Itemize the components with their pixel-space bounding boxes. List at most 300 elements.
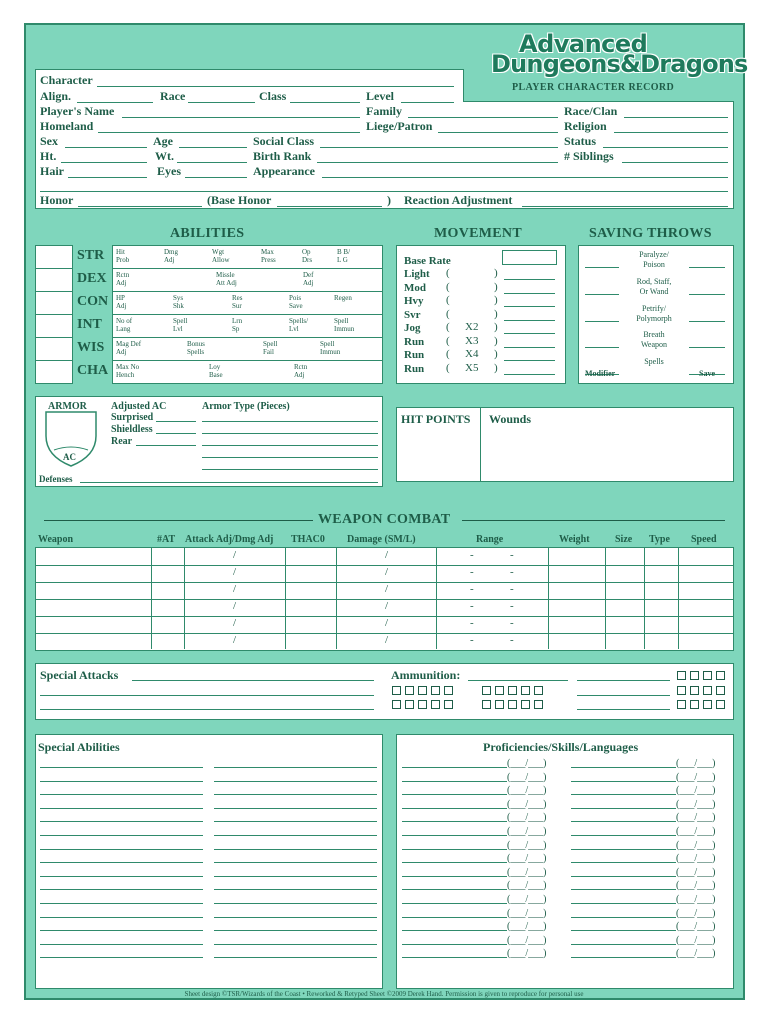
ability-sub-label: Wgt [212, 248, 225, 256]
ability-sub-label: Sp [232, 325, 240, 333]
ability-sub-label: Adj [116, 279, 127, 287]
weapon-col-3: THAC0 [291, 534, 325, 545]
armor-type-line-5[interactable] [202, 469, 378, 470]
movement-rate-field[interactable] [504, 333, 555, 334]
saving-throws-title: SAVING THROWS [589, 226, 712, 241]
movement-light-label: Light [404, 268, 430, 280]
special-ability-line[interactable] [214, 821, 377, 822]
ability-sub-label: Prob [116, 256, 130, 264]
players-name-label: Player's Name [40, 104, 115, 118]
special-ability-line[interactable] [40, 930, 203, 931]
special-attacks-line-3[interactable] [40, 709, 374, 710]
special-ability-line[interactable] [214, 930, 377, 931]
ability-sub-label: Sur [232, 302, 242, 310]
ammo-checkbox[interactable] [703, 671, 712, 680]
movement-rate-field[interactable] [504, 279, 555, 280]
special-ability-line[interactable] [214, 767, 377, 768]
ammo-checkbox[interactable] [534, 686, 543, 695]
save-label-line1: Paralyze/ [639, 250, 669, 259]
proficiency-name-line[interactable] [571, 930, 676, 931]
ability-modifiers-table [112, 245, 383, 384]
base-honor-close: ) [387, 193, 391, 207]
appearance-label: Appearance [253, 164, 315, 178]
weapon-col-5: Range [476, 534, 504, 545]
special-ability-line[interactable] [40, 781, 203, 782]
ability-sub-label: Allow [212, 256, 230, 264]
armor-type-label: Armor Type (Pieces) [202, 401, 290, 412]
proficiency-slot[interactable]: (___/___) [676, 866, 716, 878]
logo-subtitle: PLAYER CHARACTER RECORD [512, 82, 675, 93]
age-field[interactable] [179, 147, 247, 148]
ammo-checkbox[interactable] [405, 686, 414, 695]
attack-slash: / [233, 600, 237, 612]
movement-rate-field[interactable] [504, 320, 555, 321]
proficiency-name-line[interactable] [402, 781, 507, 782]
ability-sub-label: B B/ [337, 248, 351, 256]
paren-open: ( [446, 334, 450, 347]
ammo-checkbox[interactable] [690, 671, 699, 680]
proficiency-slot[interactable]: (___/___) [676, 880, 716, 892]
abilities-title: ABILITIES [170, 226, 245, 241]
damage-slash: / [385, 566, 389, 578]
ability-sub-label: Spell [334, 317, 349, 325]
proficiency-slot[interactable]: (___/___) [507, 812, 547, 824]
proficiency-name-line[interactable] [571, 944, 676, 945]
weapon-col-7: Size [615, 534, 633, 545]
proficiency-name-line[interactable] [402, 917, 507, 918]
birth-rank-field[interactable] [317, 162, 558, 163]
ability-sub-label: Rctn [116, 271, 130, 279]
ammunition-field-2[interactable] [577, 680, 670, 681]
special-ability-line[interactable] [40, 862, 203, 863]
paren-close: ) [494, 280, 498, 293]
special-ability-line[interactable] [40, 944, 203, 945]
proficiency-name-line[interactable] [402, 794, 507, 795]
ability-sub-label: Sys [173, 294, 184, 302]
ability-sub-label: Immun [320, 348, 341, 356]
proficiencies-title: Proficiencies/Skills/Languages [483, 740, 639, 754]
ammo-checkbox[interactable] [482, 686, 491, 695]
race-clan-field[interactable] [624, 117, 728, 118]
base-rate-field[interactable] [502, 250, 557, 265]
proficiency-slot[interactable]: (___/___) [676, 771, 716, 783]
adjusted-ac-label: Adjusted AC [111, 401, 167, 412]
special-ability-line[interactable] [214, 903, 377, 904]
ammo-checkbox[interactable] [444, 686, 453, 695]
proficiency-name-line[interactable] [571, 808, 676, 809]
special-ability-line[interactable] [214, 917, 377, 918]
ammo-checkbox[interactable] [508, 700, 517, 709]
movement-rate-field[interactable] [504, 360, 555, 361]
siblings-label: # Siblings [564, 149, 614, 163]
proficiency-slot[interactable]: (___/___) [676, 798, 716, 810]
range-dash: - [470, 583, 474, 595]
proficiency-name-line[interactable] [571, 794, 676, 795]
movement-multiplier: X4 [465, 348, 479, 360]
height-field[interactable] [61, 162, 147, 163]
proficiency-name-line[interactable] [402, 903, 507, 904]
family-field[interactable] [408, 117, 558, 118]
proficiency-name-line[interactable] [402, 849, 507, 850]
race-clan-label: Race/Clan [564, 104, 618, 118]
hit-points-title: HIT POINTS [401, 412, 471, 426]
ammunition-field-3[interactable] [577, 695, 670, 696]
movement-run-label: Run [404, 362, 425, 375]
honor-field[interactable] [78, 206, 202, 207]
ability-score-boxes [35, 245, 73, 384]
armor-type-line-3[interactable] [202, 445, 378, 446]
weapon-col-9: Speed [691, 534, 717, 545]
ac-label: AC [63, 452, 76, 462]
proficiency-name-line[interactable] [402, 862, 507, 863]
special-ability-line[interactable] [214, 849, 377, 850]
ammo-checkbox[interactable] [392, 686, 401, 695]
save-value-field[interactable] [689, 267, 725, 268]
ammo-checkbox[interactable] [716, 671, 725, 680]
ability-sub-label: Press [261, 256, 276, 264]
armor-type-line-2[interactable] [202, 433, 378, 434]
homeland-label: Homeland [40, 119, 94, 133]
base-honor-field[interactable] [277, 206, 382, 207]
ammo-checkbox[interactable] [495, 700, 504, 709]
proficiency-slot[interactable]: (___/___) [507, 853, 547, 865]
ammo-checkbox[interactable] [677, 700, 686, 709]
special-ability-line[interactable] [40, 917, 203, 918]
reaction-adjustment-field[interactable] [522, 206, 728, 207]
save-modifier-field[interactable] [585, 267, 619, 268]
ammo-checkbox[interactable] [703, 686, 712, 695]
range-dash: - [470, 617, 474, 629]
range-dash: - [510, 600, 514, 612]
save-label-line1: Breath [643, 330, 665, 339]
paren-close: ) [494, 307, 498, 320]
ability-str-label: STR [77, 248, 105, 263]
save-label-line1: Spells [644, 357, 664, 366]
race-label: Race [160, 89, 186, 103]
movement-multiplier: X2 [465, 321, 479, 333]
save-label-line2: Poison [643, 260, 665, 269]
ammo-checkbox[interactable] [521, 700, 530, 709]
special-ability-line[interactable] [214, 944, 377, 945]
ability-sub-label: Spell [320, 340, 335, 348]
proficiency-name-line[interactable] [571, 957, 676, 958]
ammo-checkbox[interactable] [418, 686, 427, 695]
movement-rate-field[interactable] [504, 347, 555, 348]
proficiency-name-line[interactable] [402, 930, 507, 931]
ability-sub-label: Save [289, 302, 303, 310]
religion-field[interactable] [614, 132, 728, 133]
proficiency-name-line[interactable] [402, 944, 507, 945]
base-rate-label: Base Rate [404, 255, 451, 267]
ammo-checkbox[interactable] [405, 700, 414, 709]
ammo-checkbox[interactable] [677, 671, 686, 680]
status-field[interactable] [603, 147, 728, 148]
rear-field[interactable] [136, 445, 196, 446]
save-modifier-label: Modifier [585, 369, 616, 378]
proficiency-slot[interactable]: (___/___) [676, 894, 716, 905]
special-ability-line[interactable] [214, 781, 377, 782]
proficiency-name-line[interactable] [571, 889, 676, 890]
proficiency-slot[interactable]: (___/___) [507, 866, 547, 878]
special-ability-line[interactable] [214, 889, 377, 890]
special-ability-line[interactable] [40, 835, 203, 836]
ammo-checkbox[interactable] [482, 700, 491, 709]
movement-title: MOVEMENT [434, 226, 522, 241]
proficiency-name-line[interactable] [402, 808, 507, 809]
attack-slash: / [233, 566, 237, 578]
proficiency-slot[interactable]: (___/___) [676, 826, 716, 837]
special-ability-line[interactable] [214, 957, 377, 958]
special-ability-line[interactable] [40, 767, 203, 768]
paren-open: ( [446, 280, 450, 293]
movement-jog-label: Jog [404, 322, 421, 334]
paren-close: ) [494, 294, 498, 306]
ability-sub-label: Fail [263, 348, 274, 356]
ability-sub-label: Lrn [232, 317, 243, 325]
proficiency-slot[interactable]: (___/___) [507, 934, 547, 946]
paren-open: ( [446, 294, 450, 306]
proficiency-name-line[interactable] [402, 767, 507, 768]
paren-open: ( [446, 361, 450, 374]
proficiency-name-line[interactable] [571, 876, 676, 877]
proficiency-name-line[interactable] [402, 835, 507, 836]
proficiency-name-line[interactable] [571, 781, 676, 782]
sex-field[interactable] [65, 147, 147, 148]
special-ability-line[interactable] [214, 794, 377, 795]
proficiency-slot[interactable]: (___/___) [676, 907, 716, 919]
eyes-field[interactable] [185, 177, 247, 178]
liege-patron-label: Liege/Patron [366, 119, 433, 133]
weapon-col-0: Weapon [38, 534, 74, 545]
proficiency-slot[interactable]: (___/___) [507, 894, 547, 905]
status-label: Status [564, 134, 597, 148]
proficiency-name-line[interactable] [571, 835, 676, 836]
ammo-checkbox[interactable] [444, 700, 453, 709]
rear-label: Rear [111, 436, 133, 447]
special-ability-line[interactable] [40, 849, 203, 850]
shieldless-field[interactable] [156, 433, 196, 434]
proficiency-slot[interactable]: (___/___) [507, 921, 547, 933]
ammo-checkbox[interactable] [508, 686, 517, 695]
ammunition-field-4[interactable] [577, 709, 670, 710]
range-dash: - [470, 600, 474, 612]
ammo-checkbox[interactable] [495, 686, 504, 695]
appearance-field-2[interactable] [40, 191, 728, 192]
proficiency-name-line[interactable] [402, 821, 507, 822]
paren-open: ( [446, 307, 450, 320]
ammo-checkbox[interactable] [521, 686, 530, 695]
proficiency-slot[interactable]: (___/___) [676, 921, 716, 933]
save-value-field[interactable] [689, 347, 725, 348]
proficiency-name-line[interactable] [402, 957, 507, 958]
proficiency-slot[interactable]: (___/___) [507, 826, 547, 837]
proficiency-slot[interactable]: (___/___) [507, 839, 547, 851]
ability-sub-label: Op [302, 248, 311, 256]
special-attacks-title: Special Attacks [40, 668, 119, 682]
ammo-checkbox[interactable] [431, 686, 440, 695]
liege-patron-field[interactable] [438, 132, 558, 133]
proficiency-slot[interactable]: (___/___) [676, 812, 716, 824]
ability-dex-label: DEX [77, 271, 107, 286]
proficiency-name-line[interactable] [402, 876, 507, 877]
weight-field[interactable] [177, 162, 247, 163]
character-info-box [35, 69, 464, 105]
players-name-field[interactable] [122, 117, 360, 118]
ability-con-label: CON [77, 294, 109, 309]
ability-cha-label: CHA [77, 363, 109, 378]
hit-points-divider [480, 408, 481, 481]
save-label-line1: Rod, Staff, [636, 277, 672, 286]
proficiency-slot[interactable]: (___/___) [507, 798, 547, 810]
proficiency-slot[interactable]: (___/___) [676, 758, 716, 769]
level-field[interactable] [401, 102, 454, 103]
special-ability-line[interactable] [40, 821, 203, 822]
ability-sub-label: Pois [289, 294, 302, 302]
movement-run-label: Run [404, 349, 425, 361]
proficiency-name-line[interactable] [402, 889, 507, 890]
siblings-field[interactable] [622, 162, 728, 163]
ammo-checkbox[interactable] [418, 700, 427, 709]
ability-sub-label: Hench [116, 371, 135, 379]
save-modifier-field[interactable] [585, 347, 619, 348]
proficiency-slot[interactable]: (___/___) [676, 785, 716, 797]
special-attacks-line-2[interactable] [40, 695, 374, 696]
ammo-checkbox[interactable] [534, 700, 543, 709]
proficiency-slot[interactable]: (___/___) [676, 948, 716, 960]
ammo-checkbox[interactable] [392, 700, 401, 709]
ammo-checkbox[interactable] [431, 700, 440, 709]
proficiency-slot[interactable]: (___/___) [507, 785, 547, 797]
proficiency-slot[interactable]: (___/___) [676, 839, 716, 851]
proficiency-slot[interactable]: (___/___) [507, 771, 547, 783]
attack-slash: / [233, 583, 237, 595]
proficiency-slot[interactable]: (___/___) [507, 948, 547, 960]
range-dash: - [470, 634, 474, 646]
weapon-combat-title: WEAPON COMBAT [318, 512, 451, 527]
special-ability-line[interactable] [214, 862, 377, 863]
special-ability-line[interactable] [40, 808, 203, 809]
defenses-field[interactable] [80, 482, 378, 483]
save-value-field[interactable] [689, 294, 725, 295]
ability-sub-label: Base [209, 371, 223, 379]
ability-sub-label: Mag Def [116, 340, 142, 348]
movement-mod-label: Mod [404, 281, 426, 294]
proficiency-name-line[interactable] [571, 862, 676, 863]
paren-open: ( [446, 267, 450, 279]
armor-type-line-4[interactable] [202, 457, 378, 458]
character-field[interactable] [97, 86, 454, 87]
weapon-col-4: Damage (SM/L) [347, 534, 416, 545]
movement-run-label: Run [404, 335, 425, 348]
ammunition-field[interactable] [468, 680, 568, 681]
special-ability-line[interactable] [214, 808, 377, 809]
save-modifier-field[interactable] [585, 294, 619, 295]
ammo-checkbox[interactable] [690, 686, 699, 695]
ability-sub-label: Max No [116, 363, 140, 371]
ammo-checkbox[interactable] [716, 700, 725, 709]
armor-type-line-1[interactable] [202, 421, 378, 422]
ability-sub-label: Dmg [164, 248, 178, 256]
save-label: Save [699, 369, 715, 378]
proficiency-name-line[interactable] [571, 767, 676, 768]
proficiency-name-line[interactable] [571, 849, 676, 850]
movement-rate-field[interactable] [504, 374, 555, 375]
ability-sub-label: Att Adj [216, 279, 237, 287]
class-label: Class [259, 89, 287, 103]
weapon-col-2: Attack Adj/Dmg Adj [185, 534, 274, 545]
ability-sub-label: Hit [116, 248, 125, 256]
ability-sub-label: Res [232, 294, 243, 302]
ability-sub-label: Adj [116, 302, 127, 310]
proficiency-slot[interactable]: (___/___) [507, 880, 547, 892]
special-ability-line[interactable] [40, 794, 203, 795]
attack-slash: / [233, 617, 237, 629]
paren-open: ( [446, 321, 450, 333]
social-class-field[interactable] [320, 147, 558, 148]
damage-slash: / [385, 600, 389, 612]
ability-sub-label: HP [116, 294, 125, 302]
appearance-field[interactable] [322, 177, 728, 178]
weapon-col-1: #AT [157, 534, 176, 545]
proficiency-name-line[interactable] [571, 917, 676, 918]
save-modifier-field[interactable] [585, 321, 619, 322]
special-ability-line[interactable] [40, 876, 203, 877]
range-dash: - [470, 566, 474, 578]
movement-rate-field[interactable] [504, 293, 555, 294]
logo-line1: Advanced [519, 30, 648, 58]
proficiency-slot[interactable]: (___/___) [676, 853, 716, 865]
movement-multiplier: X5 [465, 361, 479, 374]
shieldless-label: Shieldless [111, 424, 153, 435]
proficiency-slot[interactable]: (___/___) [507, 907, 547, 919]
ability-sub-label: Spell [173, 317, 188, 325]
save-value-field[interactable] [689, 321, 725, 322]
proficiency-name-line[interactable] [571, 903, 676, 904]
surprised-field[interactable] [156, 421, 196, 422]
damage-slash: / [385, 617, 389, 629]
proficiency-slot[interactable]: (___/___) [507, 758, 547, 769]
ammo-checkbox[interactable] [716, 686, 725, 695]
ability-sub-label: L G [337, 256, 348, 264]
ammo-checkbox[interactable] [690, 700, 699, 709]
weapon-combat-rule-left [44, 520, 313, 521]
weapon-col-8: Type [649, 534, 670, 545]
special-ability-line[interactable] [40, 889, 203, 890]
class-field[interactable] [290, 102, 360, 103]
homeland-field[interactable] [98, 132, 360, 133]
ammo-checkbox[interactable] [677, 686, 686, 695]
birth-rank-label: Birth Rank [253, 149, 312, 163]
footer-credits: Sheet design ©TSR/Wizards of the Coast • Reworked & Retyped Sheet ©2009 Derek Hand. Permission is given to reproduce for personal use [184, 990, 584, 998]
hair-field[interactable] [68, 177, 147, 178]
race-field[interactable] [188, 102, 255, 103]
proficiency-slot[interactable]: (___/___) [676, 934, 716, 946]
range-dash: - [510, 583, 514, 595]
special-ability-line[interactable] [214, 876, 377, 877]
align-field[interactable] [77, 102, 153, 103]
damage-slash: / [385, 549, 389, 561]
ammo-checkbox[interactable] [703, 700, 712, 709]
special-ability-line[interactable] [40, 903, 203, 904]
movement-rate-field[interactable] [504, 306, 555, 307]
ability-sub-label: Rctn [294, 363, 308, 371]
special-ability-line[interactable] [40, 957, 203, 958]
special-ability-line[interactable] [214, 835, 377, 836]
reaction-adjustment-label: Reaction Adjustment [404, 193, 513, 207]
special-attacks-line-1[interactable] [132, 680, 374, 681]
proficiency-name-line[interactable] [571, 821, 676, 822]
paren-close: ) [494, 334, 498, 347]
